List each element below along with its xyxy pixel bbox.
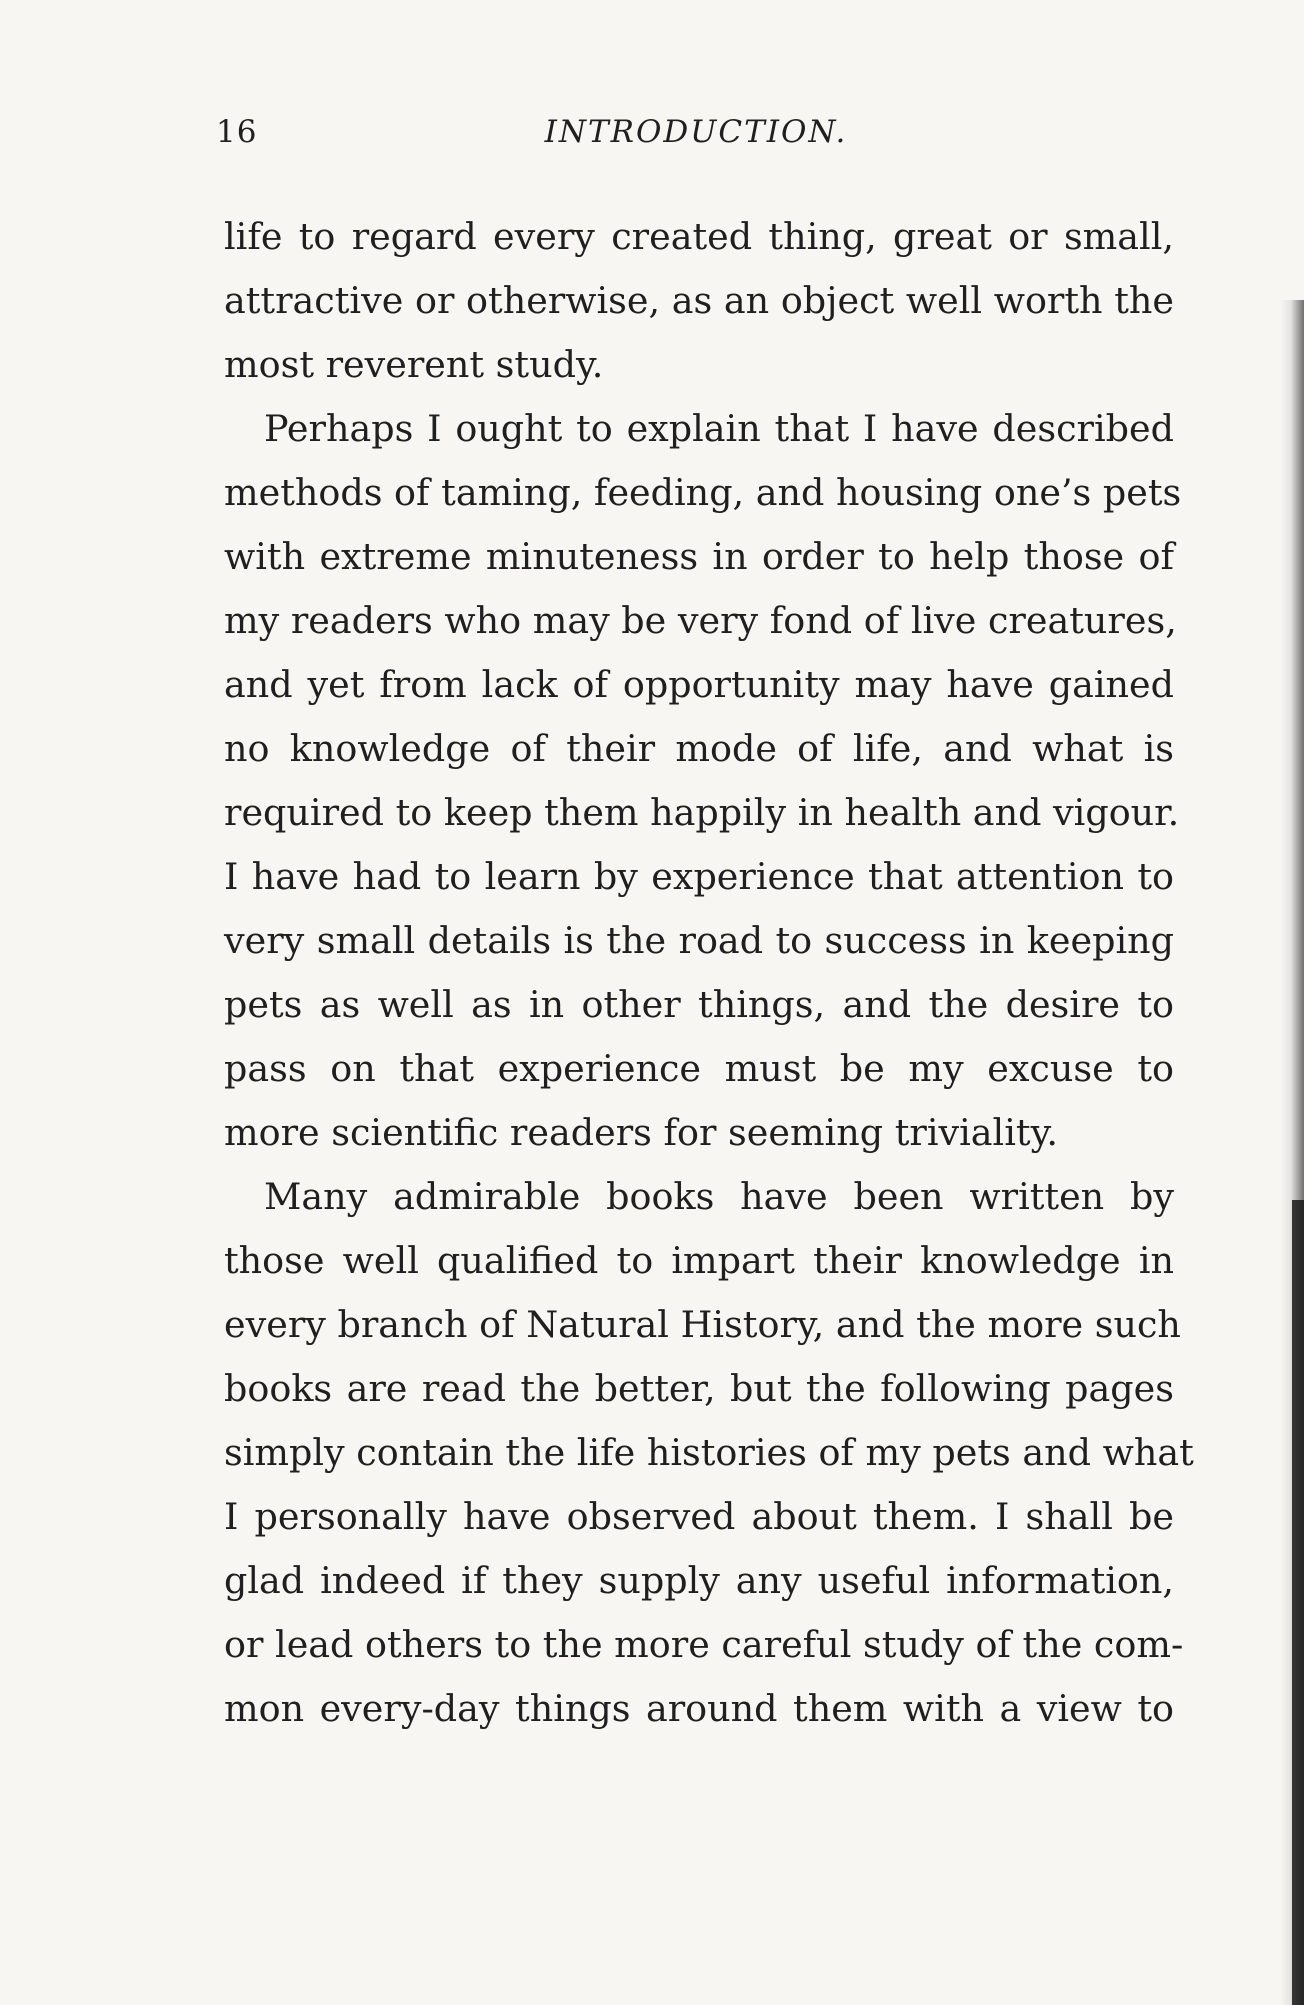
text-line: glad indeed if they supply any useful information, [224, 1559, 1174, 1602]
text-line: very small details is the road to success in keeping [224, 919, 1174, 962]
text-line: my readers who may be very fond of live creatures, [224, 599, 1177, 642]
text-line: simply contain the life histories of my pets and what [224, 1431, 1194, 1474]
text-line: I have had to learn by experience that attention to [224, 855, 1174, 898]
section-title: INTRODUCTION. [544, 114, 848, 150]
binding-edge [1292, 1200, 1304, 2005]
page-number: 16 [216, 114, 258, 150]
text-line: most reverent study. [224, 343, 604, 386]
text-line: mon every-day things around them with a view to [224, 1687, 1174, 1730]
text-line: more scientific readers for seeming triviality. [224, 1111, 1058, 1154]
text-line: methods of taming, feeding, and housing one’s pets [224, 471, 1182, 514]
text-line: I personally have observed about them. I shall be [224, 1495, 1174, 1538]
text-line: no knowledge of their mode of life, and what is [224, 727, 1174, 770]
running-head [216, 112, 1176, 152]
text-line: with extreme minuteness in order to help those of [224, 535, 1174, 578]
text-line: every branch of Natural History, and the more such [224, 1303, 1181, 1346]
text-line: or lead others to the more careful study of the com- [224, 1623, 1184, 1666]
text-line: required to keep them happily in health and vigour. [224, 791, 1180, 834]
text-line: books are read the better, but the following pages [224, 1367, 1174, 1410]
text-line: life to regard every created thing, great or small, [224, 215, 1174, 258]
text-line: pets as well as in other things, and the desire to [224, 983, 1174, 1026]
text-line: those well qualified to impart their knowledge in [224, 1239, 1174, 1282]
text-line: attractive or otherwise, as an object well worth the [224, 279, 1174, 322]
text-line: Many admirable books have been written by [264, 1175, 1174, 1218]
body-text [224, 205, 1194, 1741]
text-line: pass on that experience must be my excuse to [224, 1047, 1174, 1090]
text-line: and yet from lack of opportunity may have gained [224, 663, 1174, 706]
text-line: Perhaps I ought to explain that I have described [264, 407, 1174, 450]
